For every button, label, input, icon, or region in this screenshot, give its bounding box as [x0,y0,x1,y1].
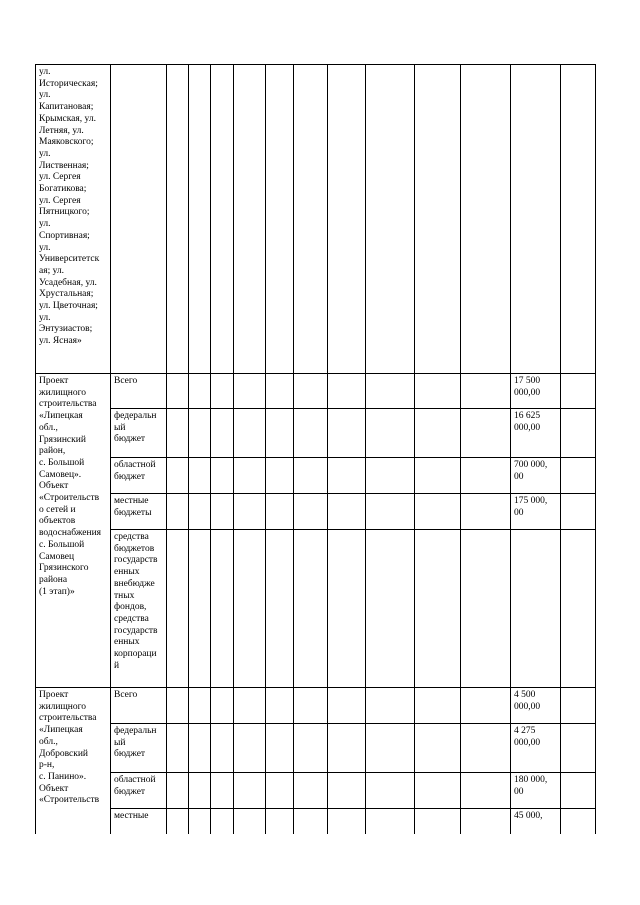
cell-text-line: й [114,660,120,671]
empty-cell [294,494,328,530]
empty-cell [266,530,294,688]
cell-text-line: «Строительств [39,493,100,504]
table-row [36,494,596,530]
table-row [36,688,596,724]
empty-cell [328,65,366,374]
cell-text-line: 175 000, [514,496,548,506]
amount-cell [511,494,561,530]
cell-text-line: Богатикова; [39,184,87,195]
cell-text-line: местные [114,496,149,506]
empty-cell [167,409,189,458]
cell-text-line: Маяковского; [39,137,94,148]
cell-text-line: обл., [39,422,58,433]
empty-cell [415,773,461,809]
empty-cell [266,724,294,773]
empty-cell [167,494,189,530]
cell-text-line: (1 этап)» [39,586,75,597]
amount-cell [511,688,561,724]
empty-cell [294,458,328,494]
empty-cell [415,724,461,773]
cell-text-line: енных [114,637,140,648]
empty-cell [328,458,366,494]
cell-text-line: ый [114,737,126,748]
empty-cell [167,688,189,724]
cell-text-line: строительства [39,713,97,724]
cell-text-line: Хрустальная; [39,289,94,300]
cell-text-line: ул. [39,219,51,230]
cell-text-line: областной [114,775,156,785]
cell-text-line: бюджет [114,749,146,760]
empty-cell [328,374,366,409]
cell-text-line: ул. Цветочная; [39,301,98,312]
cell-text-line: бюджетов [114,543,155,554]
empty-cell [189,773,211,809]
cell-text-line: 4 275 [514,726,536,736]
empty-cell [461,530,511,688]
empty-cell [189,65,211,374]
empty-cell [266,374,294,409]
cell-text-line: фондов, [114,602,147,613]
empty-cell [461,409,511,458]
cell-text-line: строительства [39,399,97,410]
cell-text-line: Летняя, ул. [39,125,84,136]
cell-text-line: Крымская, ул. [39,113,96,124]
empty-cell [211,773,234,809]
empty-cell [234,409,266,458]
amount-cell [511,458,561,494]
empty-cell [211,530,234,688]
empty-cell [167,374,189,409]
cell-text-line: 180 000, [514,775,548,785]
empty-cell [266,458,294,494]
empty-cell [234,65,266,374]
empty-cell [561,409,596,458]
cell-text-line: бюджеты [114,507,152,518]
cell-text-line: с. Панино». [39,771,87,782]
funding-source-cell [111,409,167,458]
cell-text-line: местные [114,811,149,821]
cell-text-line: бюджет [114,786,146,797]
cell-text-line: района [39,574,68,585]
empty-cell [561,773,596,809]
table-row [36,773,596,809]
cell-text-line: «Строительств [39,795,100,806]
cell-text-line: ул. Сергея [39,172,81,183]
empty-cell [211,724,234,773]
cell-text-line: «Липецкая [39,725,83,736]
table-row [36,458,596,494]
amount-cell [511,530,561,688]
cell-text-line: 000,00 [514,422,541,433]
cell-text-line: с. Большой [39,457,85,468]
cell-text-line: 4 500 [514,690,536,700]
empty-cell [211,65,234,374]
cell-text-line: ул. [39,312,51,323]
cell-text-line: объектов [39,516,76,527]
empty-cell [189,724,211,773]
cell-text-line: Капитановая; [39,102,94,113]
empty-cell [189,530,211,688]
empty-cell [415,409,461,458]
table-row [36,724,596,773]
cell-text-line: ая; ул. [39,265,65,276]
funding-source-cell [111,494,167,530]
empty-cell [294,530,328,688]
empty-cell [415,530,461,688]
empty-cell [189,688,211,724]
cell-text-line: «Липецкая [39,411,83,422]
cell-text-line: Историческая; [39,78,98,89]
cell-text-line: ул. [39,148,51,159]
cell-text-line: Университетск [39,254,100,265]
cell-text-line: государств [114,625,158,636]
cell-text-line: бюджет [114,434,146,445]
cell-text-line: федеральн [114,411,157,421]
empty-cell [234,374,266,409]
cell-text-line: обл., [39,736,58,747]
funding-source-cell [111,773,167,809]
cell-text-line: 000,00 [514,387,541,398]
cell-text-line: жилищного [39,701,87,712]
cell-text-line: Проект [39,690,69,700]
empty-cell [511,65,561,374]
cell-text-line: средства [114,532,149,542]
empty-cell [415,374,461,409]
cell-text-line: средства [114,613,149,624]
funding-source-cell [111,688,167,724]
empty-cell [461,773,511,809]
empty-cell [294,724,328,773]
table-row [36,374,596,409]
empty-cell [266,494,294,530]
cell-text-line: Лиственная; [39,160,89,171]
cell-text-line: ул. [39,242,51,253]
cell-text-line: 17 500 [514,376,541,386]
empty-cell [211,494,234,530]
funding-source-cell [111,374,167,409]
cell-text-line: Энтузиастов; [39,324,93,335]
empty-cell [461,494,511,530]
cell-text-line: бюджет [114,471,146,482]
funding-source-cell [111,724,167,773]
cell-text-line: 00 [514,507,524,518]
funding-source-cell [111,530,167,688]
empty-cell [561,458,596,494]
cell-text-line: Всего [114,376,138,386]
cell-text-line: водоснабжения [39,528,102,539]
empty-cell [415,688,461,724]
cell-text-line: 000,00 [514,737,541,748]
empty-cell [366,688,415,724]
empty-cell [461,724,511,773]
empty-cell [266,773,294,809]
empty-cell [461,65,511,374]
empty-cell [211,458,234,494]
empty-cell [266,65,294,374]
empty-cell [234,494,266,530]
amount-cell [511,773,561,809]
empty-cell [561,65,596,374]
table-row [36,409,596,458]
empty-cell [561,724,596,773]
table-row [36,530,596,688]
empty-cell [167,724,189,773]
cell-text-line: 16 625 [514,411,541,421]
cell-text-line: областной [114,460,156,470]
empty-cell [266,409,294,458]
empty-cell [366,374,415,409]
cell-text-line: ул. [39,67,51,77]
empty-cell [415,65,461,374]
empty-cell [189,494,211,530]
cell-text-line: ул. Ясная» [39,336,82,347]
empty-cell [561,530,596,688]
empty-cell [366,409,415,458]
cell-text-line: Всего [114,690,138,700]
cell-text-line: Усадебная, ул. [39,277,97,288]
empty-cell [234,688,266,724]
project1-name-cell [36,374,111,688]
empty-cell [234,773,266,809]
empty-cell [366,458,415,494]
empty-cell [111,65,167,374]
cell-text-line: ый [114,422,126,433]
empty-cell [461,458,511,494]
empty-cell [328,724,366,773]
empty-cell [211,374,234,409]
cell-text-line: с. Большой [39,539,85,550]
cell-text-line: Самовец [39,551,75,562]
empty-cell [561,494,596,530]
cell-text-line: внебюдже [114,578,155,589]
empty-cell [167,458,189,494]
cell-text-line: енных [114,567,140,578]
empty-cell [294,409,328,458]
empty-cell [328,688,366,724]
cell-text-line: Самовец». [39,469,82,480]
object-cell [36,65,111,374]
empty-cell [167,530,189,688]
empty-cell [211,409,234,458]
empty-cell [234,724,266,773]
empty-cell [294,688,328,724]
empty-cell [294,65,328,374]
empty-cell [461,374,511,409]
cell-text-line: государств [114,555,158,566]
cell-text-line: 00 [514,786,524,797]
empty-cell [234,458,266,494]
cell-text-line: о сетей и [39,504,76,515]
cell-text-line: федеральн [114,726,157,736]
cell-text-line: жилищного [39,387,87,398]
empty-cell [189,458,211,494]
empty-cell [415,458,461,494]
cell-text-line: корпораци [114,649,157,660]
empty-cell [366,530,415,688]
cell-text-line: Грязинского [39,563,89,574]
empty-cell [211,688,234,724]
empty-cell [328,409,366,458]
empty-cell [328,530,366,688]
cell-text-line: р-н, [39,760,55,771]
cell-text-line: Пятницкого; [39,207,90,218]
empty-cell [415,494,461,530]
empty-cell [561,374,596,409]
amount-cell [511,374,561,409]
page-bottom-margin [30,834,610,905]
amount-cell [511,409,561,458]
project2-name-cell [36,688,111,849]
cell-text-line: Объект [39,481,69,492]
empty-cell [167,773,189,809]
cell-text-line: Проект [39,376,69,386]
cell-text-line: ул. Сергея [39,195,81,206]
empty-cell [189,409,211,458]
empty-cell [366,494,415,530]
funding-source-cell [111,458,167,494]
empty-cell [366,773,415,809]
empty-cell [328,773,366,809]
cell-text-line: ул. [39,90,51,101]
amount-cell [511,724,561,773]
table-row [36,65,596,374]
empty-cell [366,65,415,374]
cell-text-line: район, [39,446,66,457]
empty-cell [561,688,596,724]
empty-cell [328,494,366,530]
empty-cell [189,374,211,409]
empty-cell [234,530,266,688]
cell-text-line: Грязинский [39,434,86,445]
cell-text-line: 45 000, [514,811,543,821]
cell-text-line: 000,00 [514,701,541,712]
empty-cell [294,773,328,809]
cell-text-line: 700 000, [514,460,548,470]
empty-cell [461,688,511,724]
cell-text-line: 00 [514,471,524,482]
empty-cell [266,688,294,724]
cell-text-line: Объект [39,783,69,794]
cell-text-line: тных [114,590,135,601]
empty-cell [167,65,189,374]
empty-cell [366,724,415,773]
budget-table [35,64,596,849]
cell-text-line: Спортивная; [39,230,90,241]
cell-text-line: Добровский [39,748,88,759]
empty-cell [294,374,328,409]
